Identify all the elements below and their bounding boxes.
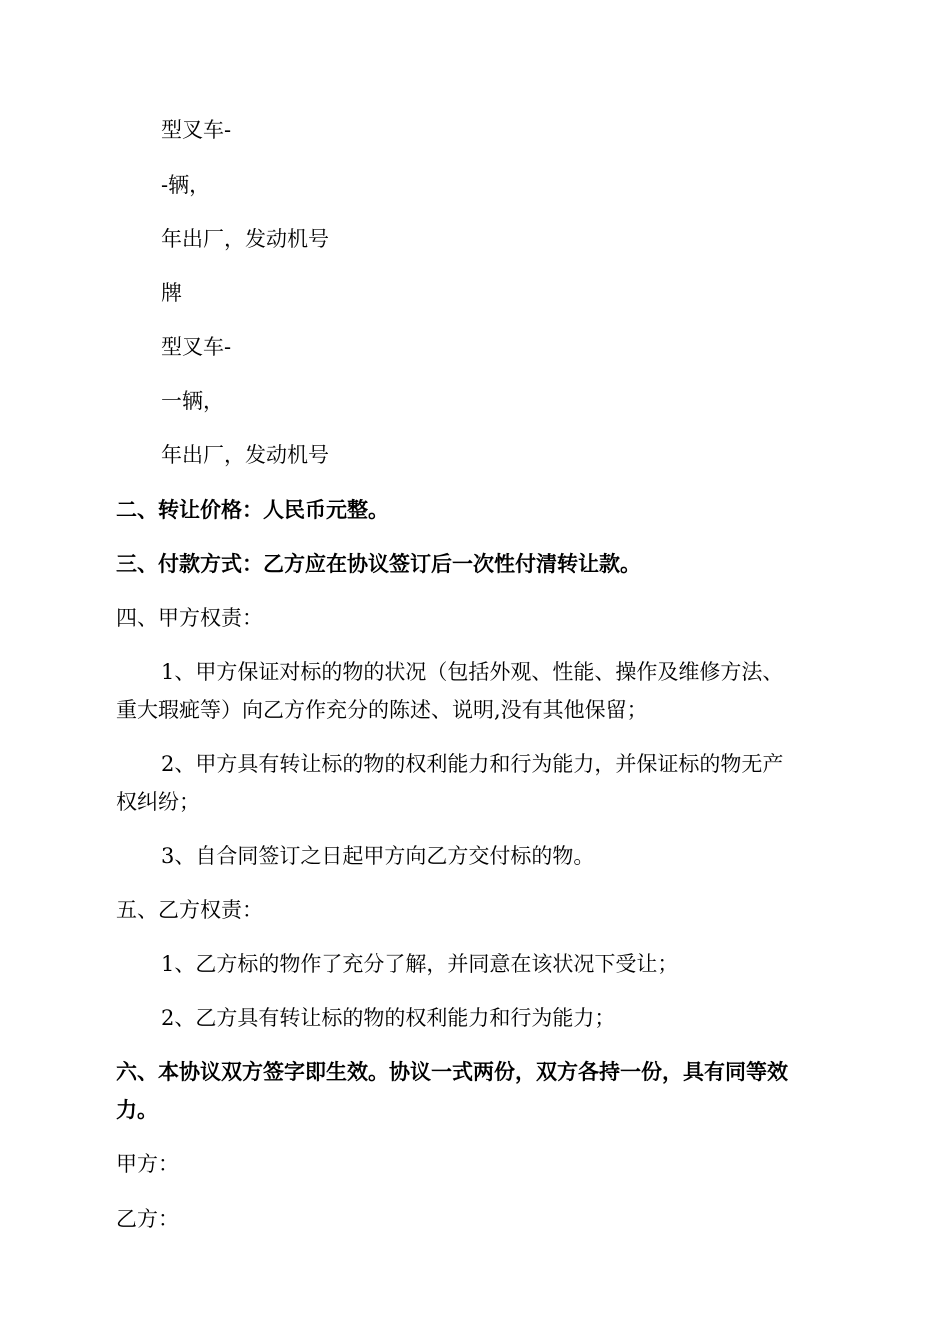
clause-effect-line-1: 六、本协议双方签字即生效。协议一式两份，双方各持一份，具有同等效 — [116, 1060, 788, 1084]
item-line-5: 型叉车- — [161, 335, 232, 359]
party-a-item-1-line-2: 重大瑕疵等）向乙方作充分的陈述、说明,没有其他保留； — [116, 698, 648, 722]
party-b-item-2: 2、乙方具有转让标的物的权利能力和行为能力； — [161, 1006, 616, 1030]
item-line-4: 牌 — [161, 281, 182, 305]
party-a-item-2-line-1: 2、甲方具有转让标的物的权利能力和行为能力，并保证标的物无产 — [161, 752, 784, 776]
party-a-item-2-line-2: 权纠纷； — [116, 790, 200, 814]
item-line-1: 型叉车- — [161, 118, 232, 142]
clause-payment: 三、付款方式：乙方应在协议签订后一次性付清转让款。 — [116, 552, 641, 576]
party-b-item-1: 1、乙方标的物作了充分了解，并同意在该状况下受让； — [161, 952, 679, 976]
item-line-2: -辆， — [161, 173, 211, 197]
clause-party-b-heading: 五、乙方权责： — [116, 898, 263, 922]
signature-party-a: 甲方： — [116, 1152, 179, 1176]
clause-effect-line-2: 力。 — [116, 1098, 158, 1122]
clause-price: 二、转让价格：人民币元整。 — [116, 498, 389, 522]
party-a-item-3: 3、自合同签订之日起甲方向乙方交付标的物。 — [161, 844, 595, 868]
party-a-item-1-line-1: 1、甲方保证对标的物的状况（包括外观、性能、操作及维修方法、 — [161, 660, 784, 684]
signature-party-b: 乙方： — [116, 1207, 179, 1231]
item-line-3: 年出厂，发动机号 — [161, 227, 329, 251]
item-line-6: 一辆， — [161, 389, 224, 413]
item-line-7: 年出厂，发动机号 — [161, 443, 329, 467]
clause-party-a-heading: 四、甲方权责： — [116, 606, 263, 630]
